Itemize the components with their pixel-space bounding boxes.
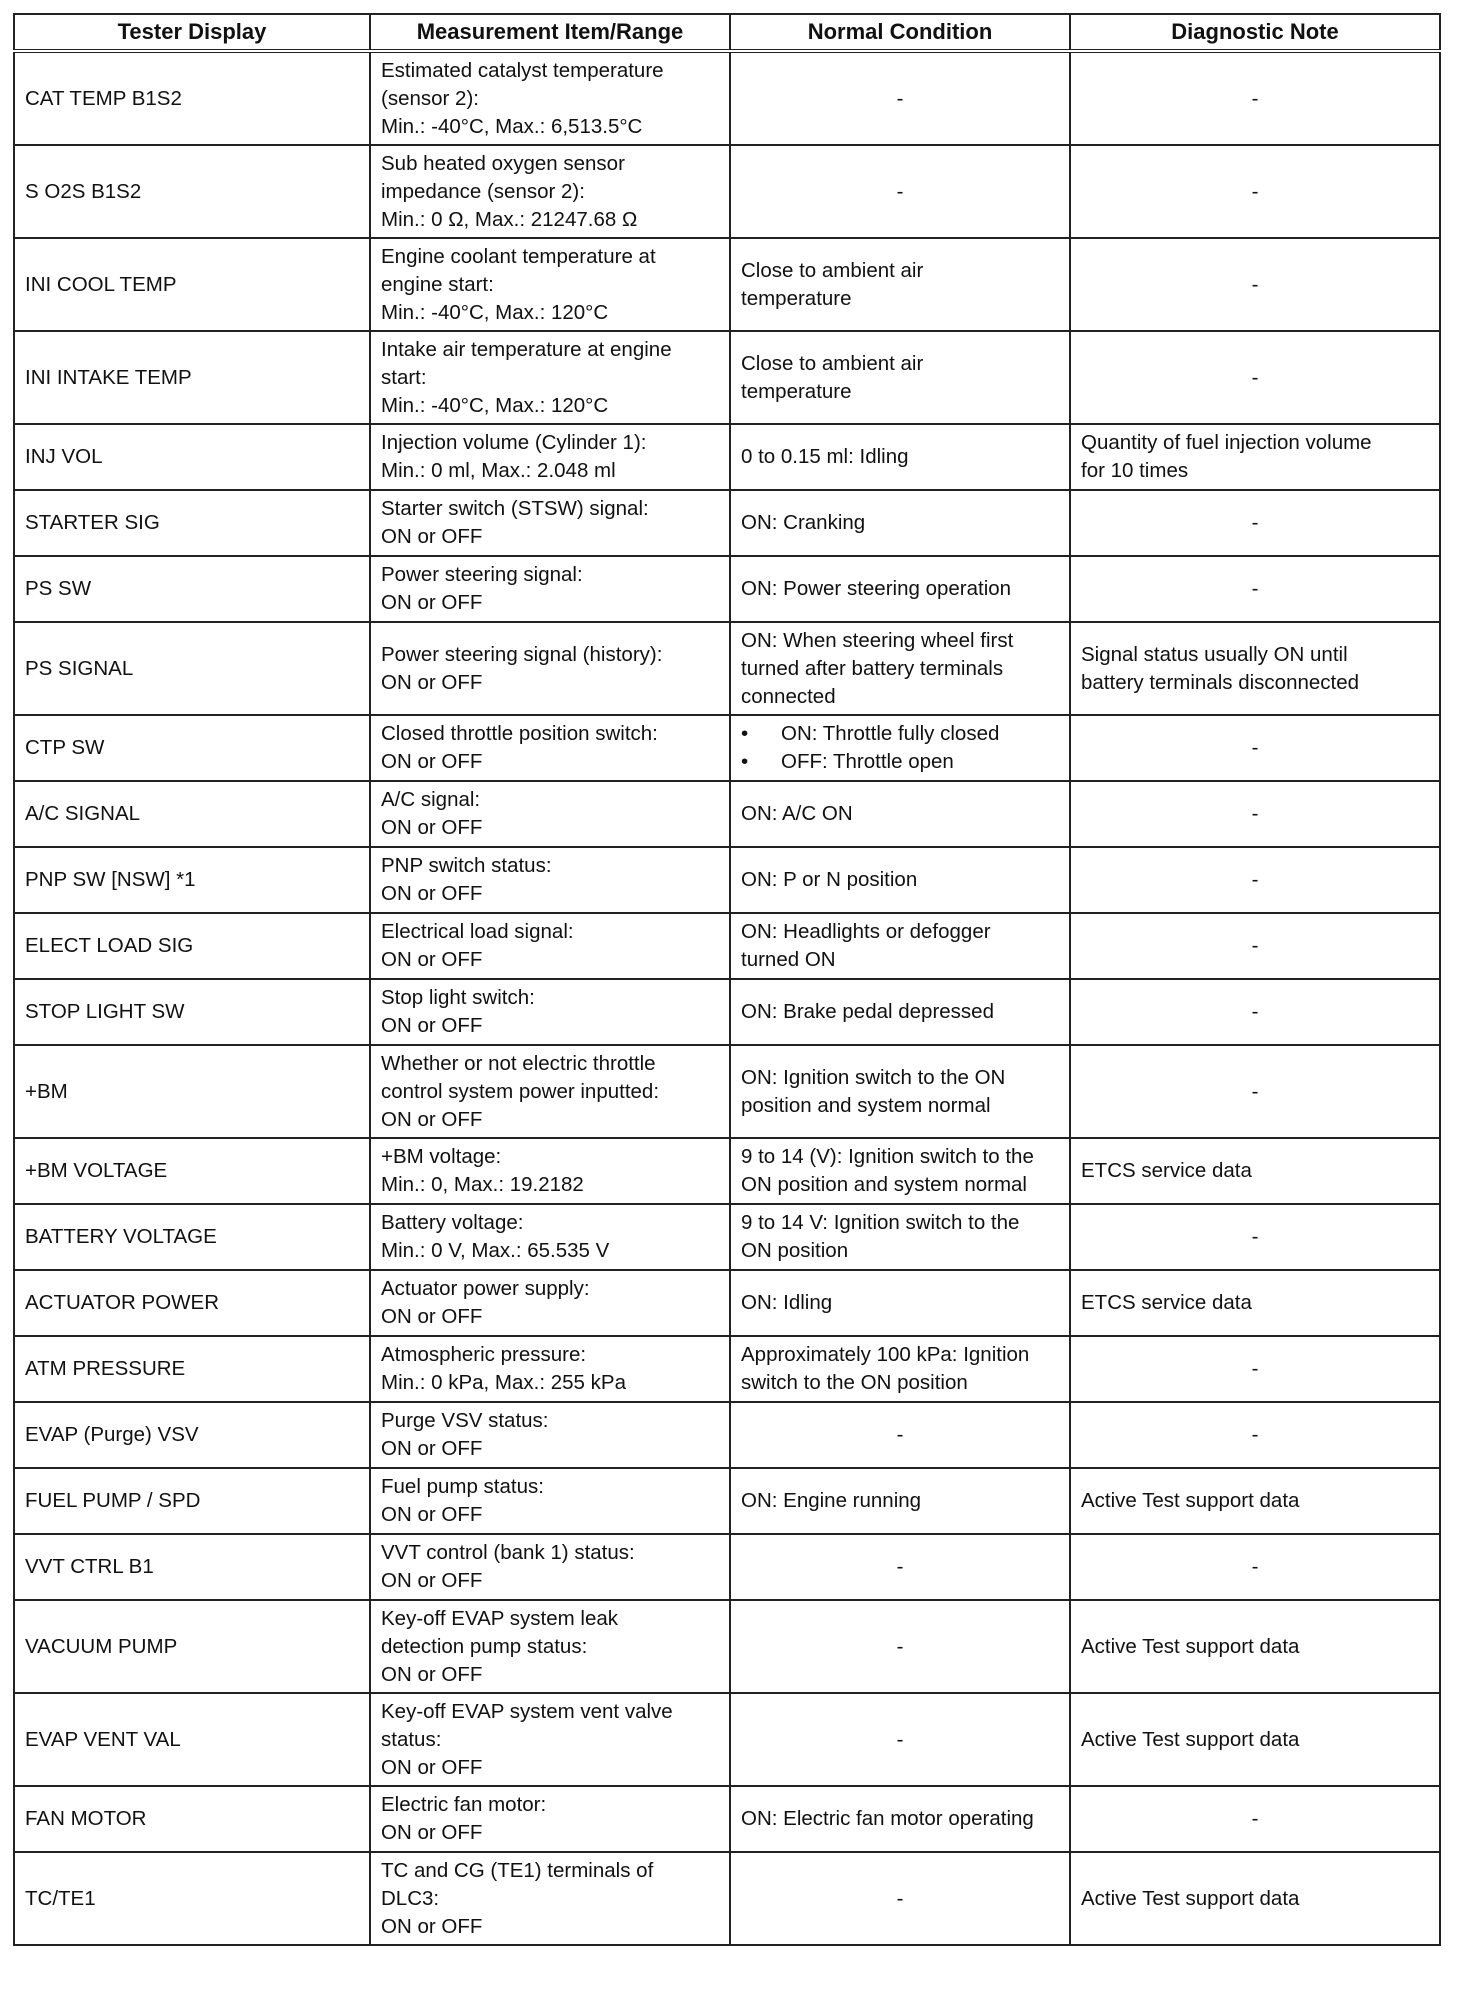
normal-condition-cell (730, 1468, 1070, 1534)
measurement-item-cell-line: ON or OFF (381, 670, 483, 694)
diagnostic-note-cell-line: Signal status usually ON until (1081, 642, 1348, 666)
measurement-item-cell (370, 331, 730, 424)
tester-display-cell: PNP SW [NSW] *1 (14, 847, 370, 913)
tester-display-cell: S O2S B1S2 (14, 145, 370, 238)
measurement-item-cell-line: Injection volume (Cylinder 1): (381, 431, 647, 454)
table-row (14, 1534, 1440, 1600)
tester-display-cell: VACUUM PUMP (14, 1600, 370, 1693)
bullet-list (741, 720, 1059, 776)
diagnostic-note-cell: - (1070, 1045, 1440, 1138)
measurement-item-cell (370, 1204, 730, 1270)
tester-display-cell: ACTUATOR POWER (14, 1270, 370, 1336)
table-row (14, 331, 1440, 424)
table-row (14, 556, 1440, 622)
normal-condition-cell-line: turned after battery terminals (741, 656, 1004, 680)
diagnostic-note-cell: - (1070, 331, 1440, 424)
measurement-item-cell-line: ON or OFF (381, 1662, 483, 1686)
normal-condition-cell (730, 1336, 1070, 1402)
measurement-item-cell-line: TC and CG (TE1) terminals of (381, 1858, 654, 1882)
diagnostic-note-cell (1070, 424, 1440, 490)
measurement-item-cell (370, 1270, 730, 1336)
measurement-item-cell (370, 1138, 730, 1204)
table-row (14, 424, 1440, 490)
normal-condition-cell (730, 622, 1070, 715)
tester-display-cell: TC/TE1 (14, 1852, 370, 1945)
measurement-item-cell-line: ON or OFF (381, 1569, 483, 1592)
diagnostic-note-cell-line: battery terminals disconnected (1081, 670, 1360, 694)
normal-condition-cell-line: ON position and system normal (741, 1173, 1027, 1196)
measurement-item-cell-line: Min.: 0 ml, Max.: 2.048 ml (381, 459, 616, 482)
tester-display-cell: STARTER SIG (14, 490, 370, 556)
measurement-item-cell-line: ON or OFF (381, 525, 483, 548)
measurement-item-cell-line: ON or OFF (381, 1305, 483, 1328)
diagnostic-note-cell (1070, 1600, 1440, 1693)
normal-condition-cell-line: Close to ambient air (741, 351, 924, 375)
measurement-item-cell-line: Power steering signal: (381, 563, 583, 586)
normal-condition-cell-line: ON: Cranking (741, 511, 866, 534)
normal-condition-cell-line: ON: When steering wheel first (741, 628, 1014, 652)
measurement-item-cell-line: Sub heated oxygen sensor (381, 151, 625, 175)
normal-condition-cell-line: ON: Headlights or defogger (741, 920, 991, 943)
normal-condition-cell-line: ON: A/C ON (741, 802, 853, 825)
normal-condition-cell-line: Approximately 100 kPa: Ignition (741, 1343, 1030, 1366)
diagnostic-note-cell-line: Active Test support data (1081, 1634, 1300, 1658)
measurement-item-cell-line: Closed throttle position switch: (381, 722, 658, 745)
normal-condition-cell (730, 556, 1070, 622)
table-row (14, 1600, 1440, 1693)
measurement-item-cell-line: impedance (sensor 2): (381, 179, 585, 203)
normal-condition-cell-line: ON: Idling (741, 1291, 833, 1314)
normal-condition-cell-line: ON: Electric fan motor operating (741, 1807, 1034, 1830)
tester-display-cell: CAT TEMP B1S2 (14, 51, 370, 145)
normal-condition-cell (730, 1045, 1070, 1138)
measurement-item-cell-line: Min.: 0 Ω, Max.: 21247.68 Ω (381, 207, 638, 231)
table-row (14, 1852, 1440, 1945)
measurement-item-cell-line: Min.: -40°C, Max.: 120°C (381, 300, 609, 324)
normal-condition-cell-line: switch to the ON position (741, 1371, 968, 1394)
table-row (14, 1270, 1440, 1336)
measurement-item-cell-line: Key-off EVAP system leak (381, 1606, 618, 1630)
diagnostic-note-cell (1070, 1468, 1440, 1534)
measurement-item-cell (370, 1693, 730, 1786)
diagnostic-note-cell: - (1070, 145, 1440, 238)
table-row (14, 145, 1440, 238)
measurement-item-cell-line: (sensor 2): (381, 86, 479, 110)
measurement-item-cell-line: ON or OFF (381, 1503, 483, 1526)
tester-display-cell: VVT CTRL B1 (14, 1534, 370, 1600)
diagnostic-note-cell: - (1070, 979, 1440, 1045)
diagnostic-note-cell (1070, 1693, 1440, 1786)
diagnostic-note-cell-line: ETCS service data (1081, 1291, 1252, 1314)
normal-condition-cell (730, 238, 1070, 331)
measurement-item-cell-line: PNP switch status: (381, 854, 552, 877)
diagnostic-note-cell (1070, 622, 1440, 715)
diagnostic-note-cell: - (1070, 238, 1440, 331)
table-row (14, 1693, 1440, 1786)
measurement-item-cell-line: Min.: -40°C, Max.: 120°C (381, 393, 609, 417)
normal-condition-cell-line: 0 to 0.15 ml: Idling (741, 445, 909, 468)
tester-display-cell: PS SW (14, 556, 370, 622)
normal-condition-cell (730, 715, 1070, 781)
tester-display-cell: +BM VOLTAGE (14, 1138, 370, 1204)
tester-display-cell: ELECT LOAD SIG (14, 913, 370, 979)
normal-condition-cell (730, 1270, 1070, 1336)
measurement-item-cell-line: Min.: 0, Max.: 19.2182 (381, 1173, 584, 1196)
table-row (14, 1402, 1440, 1468)
normal-condition-cell: - (730, 1600, 1070, 1693)
table-row (14, 622, 1440, 715)
diagnostic-note-cell: - (1070, 51, 1440, 145)
normal-condition-cell (730, 847, 1070, 913)
measurement-item-cell-line: Battery voltage: (381, 1211, 524, 1234)
measurement-item-cell-line: ON or OFF (381, 948, 483, 971)
diagnostic-note-cell: - (1070, 490, 1440, 556)
diagnostic-note-cell: - (1070, 1204, 1440, 1270)
measurement-item-cell-line: status: (381, 1727, 442, 1751)
table-row (14, 490, 1440, 556)
table-row (14, 1138, 1440, 1204)
tester-display-cell: CTP SW (14, 715, 370, 781)
measurement-item-cell-line: ON or OFF (381, 750, 483, 773)
measurement-item-cell (370, 715, 730, 781)
table-row (14, 1045, 1440, 1138)
diagnostic-note-cell-line: for 10 times (1081, 459, 1189, 482)
normal-condition-cell: - (730, 1693, 1070, 1786)
normal-condition-cell (730, 979, 1070, 1045)
measurement-item-cell-line: Power steering signal (history): (381, 642, 663, 666)
page (13, 13, 1439, 1946)
normal-condition-cell-line: ON: Ignition switch to the ON (741, 1065, 1006, 1089)
measurement-item-cell-line: Min.: 0 kPa, Max.: 255 kPa (381, 1371, 626, 1394)
tester-display-cell: A/C SIGNAL (14, 781, 370, 847)
measurement-item-cell-line: Intake air temperature at engine (381, 337, 672, 361)
normal-condition-cell (730, 1138, 1070, 1204)
diagnostic-note-cell-line: Active Test support data (1081, 1727, 1300, 1751)
measurement-item-cell-line: ON or OFF (381, 1755, 483, 1779)
diagnostic-note-cell (1070, 1852, 1440, 1945)
table-row (14, 1336, 1440, 1402)
measurement-item-cell (370, 622, 730, 715)
diagnostic-note-cell-line: ETCS service data (1081, 1159, 1252, 1182)
table-row (14, 1468, 1440, 1534)
measurement-item-cell-line: VVT control (bank 1) status: (381, 1541, 635, 1564)
measurement-item-cell (370, 490, 730, 556)
diagnostic-note-cell-line: Active Test support data (1081, 1489, 1300, 1512)
measurement-item-cell (370, 781, 730, 847)
normal-condition-cell-line: turned ON (741, 948, 836, 971)
measurement-item-cell-line: Electrical load signal: (381, 920, 574, 943)
diagnostic-note-cell: - (1070, 1336, 1440, 1402)
measurement-item-cell-line: Actuator power supply: (381, 1277, 590, 1300)
measurement-item-cell (370, 556, 730, 622)
normal-condition-cell-line: temperature (741, 286, 852, 310)
normal-condition-cell (730, 331, 1070, 424)
normal-condition-cell (730, 913, 1070, 979)
normal-condition-cell (730, 1204, 1070, 1270)
tester-display-cell: INJ VOL (14, 424, 370, 490)
header-row (14, 14, 1440, 51)
measurement-item-cell (370, 1045, 730, 1138)
tester-display-cell: EVAP VENT VAL (14, 1693, 370, 1786)
diagnostic-note-cell: - (1070, 847, 1440, 913)
measurement-item-cell (370, 1468, 730, 1534)
tester-display-cell: FAN MOTOR (14, 1786, 370, 1852)
bullet-icon: • (741, 722, 749, 745)
normal-condition-cell-line: ON position (741, 1239, 849, 1262)
table-row (14, 781, 1440, 847)
normal-condition-cell-line: Close to ambient air (741, 258, 924, 282)
measurement-item-cell-line: Stop light switch: (381, 986, 535, 1009)
measurement-item-cell-line: detection pump status: (381, 1634, 588, 1658)
normal-condition-cell-line: 9 to 14 (V): Ignition switch to the (741, 1145, 1034, 1168)
bullet-text: OFF: Throttle open (781, 750, 954, 773)
bullet-item (741, 748, 1059, 776)
normal-condition-cell-line: 9 to 14 V: Ignition switch to the (741, 1211, 1020, 1234)
tester-display-cell: INI INTAKE TEMP (14, 331, 370, 424)
diagnostic-note-cell: - (1070, 1402, 1440, 1468)
diagnostic-note-cell-line: Active Test support data (1081, 1886, 1300, 1910)
measurement-item-cell-line: ON or OFF (381, 1014, 483, 1037)
normal-condition-cell: - (730, 1534, 1070, 1600)
normal-condition-cell-line: temperature (741, 379, 852, 403)
header-tester-display: Tester Display (14, 14, 370, 51)
measurement-item-cell-line: start: (381, 365, 427, 389)
normal-condition-cell (730, 490, 1070, 556)
measurement-item-cell-line: Key-off EVAP system vent valve (381, 1699, 673, 1723)
measurement-item-cell-line: Fuel pump status: (381, 1475, 544, 1498)
table-row (14, 51, 1440, 145)
measurement-item-cell-line: A/C signal: (381, 788, 481, 811)
measurement-item-cell-line: engine start: (381, 272, 494, 296)
header-diagnostic-note: Diagnostic Note (1070, 14, 1440, 51)
table-row (14, 715, 1440, 781)
header-measurement-item: Measurement Item/Range (370, 14, 730, 51)
diagnostic-note-cell-line: Quantity of fuel injection volume (1081, 431, 1372, 454)
normal-condition-cell: - (730, 1402, 1070, 1468)
measurement-item-cell (370, 1402, 730, 1468)
diagnostic-note-cell: - (1070, 781, 1440, 847)
normal-condition-cell (730, 424, 1070, 490)
diagnostic-note-cell: - (1070, 913, 1440, 979)
tester-display-cell: INI COOL TEMP (14, 238, 370, 331)
measurement-item-cell-line: Estimated catalyst temperature (381, 58, 664, 82)
measurement-item-cell-line: control system power inputted: (381, 1079, 660, 1103)
table-row (14, 1786, 1440, 1852)
measurement-item-cell-line: ON or OFF (381, 591, 483, 614)
measurement-item-cell-line: DLC3: (381, 1886, 440, 1910)
measurement-item-cell (370, 1852, 730, 1945)
measurement-item-cell (370, 847, 730, 913)
measurement-item-cell (370, 979, 730, 1045)
bullet-text: ON: Throttle fully closed (781, 722, 1000, 745)
diagnostic-note-cell: - (1070, 556, 1440, 622)
table-body (14, 51, 1440, 1945)
tester-display-cell: +BM (14, 1045, 370, 1138)
measurement-item-cell-line: ON or OFF (381, 1914, 483, 1938)
normal-condition-cell (730, 781, 1070, 847)
table-row (14, 847, 1440, 913)
normal-condition-cell-line: ON: Engine running (741, 1489, 922, 1512)
diagnostic-note-cell: - (1070, 1786, 1440, 1852)
header-normal-condition: Normal Condition (730, 14, 1070, 51)
table-row (14, 1204, 1440, 1270)
measurement-item-cell-line: Atmospheric pressure: (381, 1343, 587, 1366)
diagnostic-note-cell: - (1070, 715, 1440, 781)
measurement-item-cell (370, 1534, 730, 1600)
tester-display-cell: PS SIGNAL (14, 622, 370, 715)
tester-display-cell: EVAP (Purge) VSV (14, 1402, 370, 1468)
normal-condition-cell-line: ON: P or N position (741, 868, 918, 891)
normal-condition-cell-line: connected (741, 684, 836, 708)
measurement-item-cell-line: Electric fan motor: (381, 1793, 547, 1816)
table-row (14, 979, 1440, 1045)
measurement-item-cell-line: Min.: 0 V, Max.: 65.535 V (381, 1239, 610, 1262)
measurement-item-cell-line: Whether or not electric throttle (381, 1051, 656, 1075)
normal-condition-cell-line: position and system normal (741, 1093, 991, 1117)
normal-condition-cell (730, 1786, 1070, 1852)
measurement-item-cell-line: Starter switch (STSW) signal: (381, 497, 649, 520)
normal-condition-cell: - (730, 51, 1070, 145)
tester-data-table (13, 13, 1441, 1946)
tester-display-cell: STOP LIGHT SW (14, 979, 370, 1045)
measurement-item-cell-line: ON or OFF (381, 1107, 483, 1131)
measurement-item-cell (370, 51, 730, 145)
bullet-item (741, 720, 1059, 748)
measurement-item-cell (370, 1786, 730, 1852)
table-row (14, 238, 1440, 331)
diagnostic-note-cell: - (1070, 1534, 1440, 1600)
measurement-item-cell (370, 424, 730, 490)
measurement-item-cell-line: Min.: -40°C, Max.: 6,513.5°C (381, 114, 643, 138)
measurement-item-cell (370, 145, 730, 238)
measurement-item-cell (370, 913, 730, 979)
measurement-item-cell (370, 1600, 730, 1693)
measurement-item-cell (370, 238, 730, 331)
measurement-item-cell-line: Purge VSV status: (381, 1409, 549, 1432)
diagnostic-note-cell (1070, 1270, 1440, 1336)
table-row (14, 913, 1440, 979)
measurement-item-cell (370, 1336, 730, 1402)
normal-condition-cell: - (730, 145, 1070, 238)
normal-condition-cell-line: ON: Brake pedal depressed (741, 1000, 994, 1023)
measurement-item-cell-line: ON or OFF (381, 1437, 483, 1460)
measurement-item-cell-line: ON or OFF (381, 1821, 483, 1844)
normal-condition-cell: - (730, 1852, 1070, 1945)
bullet-icon: • (741, 750, 749, 773)
measurement-item-cell-line: ON or OFF (381, 816, 483, 839)
normal-condition-cell-line: ON: Power steering operation (741, 577, 1012, 600)
tester-display-cell: BATTERY VOLTAGE (14, 1204, 370, 1270)
tester-display-cell: ATM PRESSURE (14, 1336, 370, 1402)
measurement-item-cell-line: ON or OFF (381, 882, 483, 905)
tester-display-cell: FUEL PUMP / SPD (14, 1468, 370, 1534)
measurement-item-cell-line: +BM voltage: (381, 1145, 502, 1168)
measurement-item-cell-line: Engine coolant temperature at (381, 244, 656, 268)
diagnostic-note-cell (1070, 1138, 1440, 1204)
